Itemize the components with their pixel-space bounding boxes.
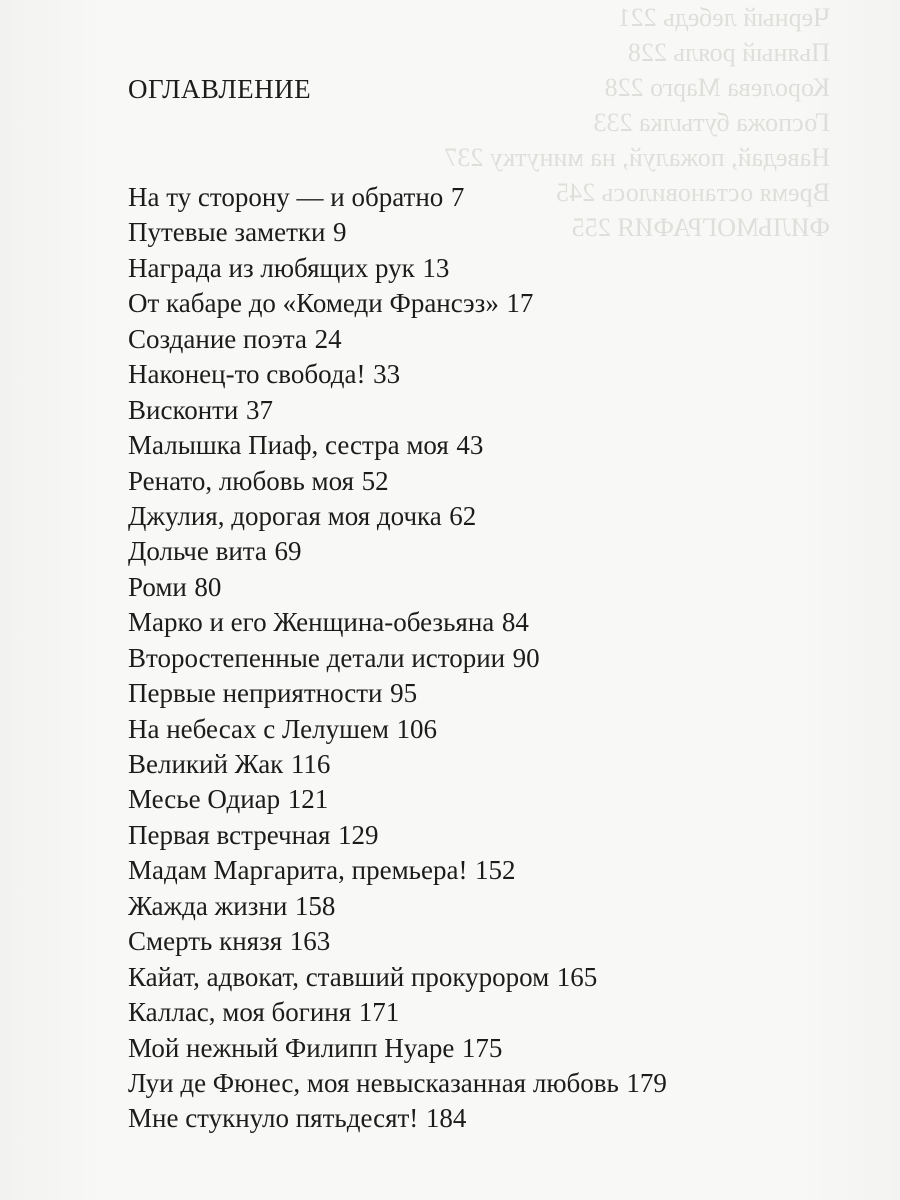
bleed-line: Время остановилось 245 [556, 178, 830, 207]
toc-entry-title: Малышка Пиаф, сестра моя [128, 430, 449, 461]
toc-entry [128, 995, 848, 1030]
toc-entry-page: 163 [289, 926, 331, 957]
bleed-line: Пьяный рояль 228 [627, 38, 830, 67]
toc-entry-page: 152 [475, 855, 516, 886]
toc-entry-page: 24 [314, 323, 342, 354]
toc-entry-title: Первые неприятности [128, 678, 383, 709]
toc-entry-title: Роми [128, 571, 187, 602]
toc-entry [128, 428, 848, 463]
toc-entry-page: 95 [390, 678, 418, 709]
toc-entry-page: 17 [506, 288, 534, 319]
toc-entry-page: 13 [422, 252, 450, 283]
toc-entry-page: 43 [456, 430, 484, 461]
toc-entry-page: 184 [425, 1103, 467, 1134]
toc-entry-title: От кабаре до «Комеди Франсэз» [128, 288, 499, 319]
toc-entry-title: Создание поэта [128, 323, 308, 354]
toc-entry [128, 499, 848, 534]
toc-entry-page: 33 [373, 359, 401, 390]
toc-entry-page: 84 [501, 607, 529, 638]
toc-entry [128, 393, 848, 428]
toc-entry-page: 129 [338, 819, 379, 850]
toc-entry-page: 69 [274, 536, 302, 567]
toc-entry [128, 570, 848, 605]
toc-entry [128, 924, 848, 959]
toc-entry [128, 180, 848, 215]
toc-entry-title: Жажда жизни [128, 890, 288, 921]
toc-entry-page: 175 [461, 1032, 503, 1063]
toc-entry-title: Висконти [128, 394, 239, 425]
toc-entry [128, 322, 848, 357]
toc-entry-title: Путевые заметки [128, 217, 326, 248]
toc-entry [128, 853, 848, 888]
toc-entry [128, 357, 848, 392]
toc-entry [128, 251, 848, 286]
toc-entry-title: Великий Жак [128, 749, 284, 779]
bleed-line: Королева Марго 228 [604, 73, 830, 102]
bleed-line: ФИЛЬМОГРАФИЯ 255 [571, 213, 830, 242]
toc-entry-title: Джулия, дорогая моя дочка [128, 500, 442, 531]
toc-entry-title: Мадам Маргарита, премьера! [128, 855, 468, 886]
table-of-contents [128, 180, 848, 1137]
toc-entry-page: 52 [361, 465, 389, 496]
toc-entry-page: 37 [245, 394, 273, 425]
toc-entry [128, 712, 848, 747]
toc-entry-page: 106 [396, 713, 437, 744]
toc-entry [128, 286, 848, 321]
toc-entry-page: 7 [450, 182, 465, 212]
toc-entry [128, 782, 848, 817]
toc-entry [128, 676, 848, 711]
toc-entry-title: Ренато, любовь моя [128, 465, 355, 496]
toc-entry-title: На ту сторону — и обратно [128, 182, 444, 212]
toc-entry-page: 90 [512, 642, 540, 673]
toc-entry-title: Каллас, моя богиня [128, 997, 352, 1028]
toc-entry-title: Награда из любящих рук [128, 252, 415, 283]
bleed-line: Черный лебедь 221 [617, 3, 830, 32]
toc-entry-page: 165 [556, 961, 598, 992]
toc-entry [128, 464, 848, 499]
toc-entry [128, 215, 848, 250]
toc-entry-title: Смерть князя [128, 926, 283, 957]
toc-entry-page: 80 [194, 571, 222, 602]
toc-entry [128, 1066, 848, 1101]
bleed-line: Госпожа бутылка 233 [593, 108, 830, 137]
toc-entry [128, 534, 848, 569]
toc-entry-page: 171 [358, 997, 400, 1028]
page-title: ОГЛАВЛЕНИЕ [128, 74, 312, 104]
toc-entry-title: Мой нежный Филипп Нуаре [128, 1032, 455, 1063]
toc-entry-title: Кайат, адвокат, ставший прокурором [128, 961, 550, 992]
toc-entry [128, 1031, 848, 1066]
bleed-line: Наведай, пожалуй, на минутку 237 [444, 143, 830, 172]
toc-entry-page: 158 [294, 890, 336, 921]
toc-entry-title: Месье Одиар [128, 784, 281, 815]
toc-entry-page: 62 [449, 500, 477, 531]
toc-entry [128, 889, 848, 924]
toc-entry-page: 121 [287, 784, 329, 815]
toc-entry [128, 605, 848, 640]
toc-entry-title: Марко и его Женщина-обезьяна [128, 607, 495, 638]
toc-entry-title: Мне стукнуло пятьдесят! [128, 1103, 419, 1134]
toc-entry [128, 641, 848, 676]
toc-entry-title: На небесах с Лелушем [128, 713, 389, 744]
toc-entry-title: Дольче вита [128, 536, 267, 567]
toc-entry-page: 116 [290, 749, 331, 779]
toc-entry [128, 818, 848, 853]
toc-entry-title: Луи де Фюнес, моя невысказанная любовь [128, 1067, 619, 1098]
toc-entry [128, 960, 848, 995]
toc-entry-page: 9 [333, 217, 347, 248]
toc-entry-page: 179 [626, 1067, 667, 1098]
toc-entry-title: Первая встречная [128, 819, 331, 850]
toc-entry-title: Наконец-то свобода! [128, 359, 366, 390]
toc-entry [128, 747, 848, 782]
toc-entry [128, 1101, 848, 1136]
toc-entry-title: Второстепенные детали истории [128, 642, 506, 673]
